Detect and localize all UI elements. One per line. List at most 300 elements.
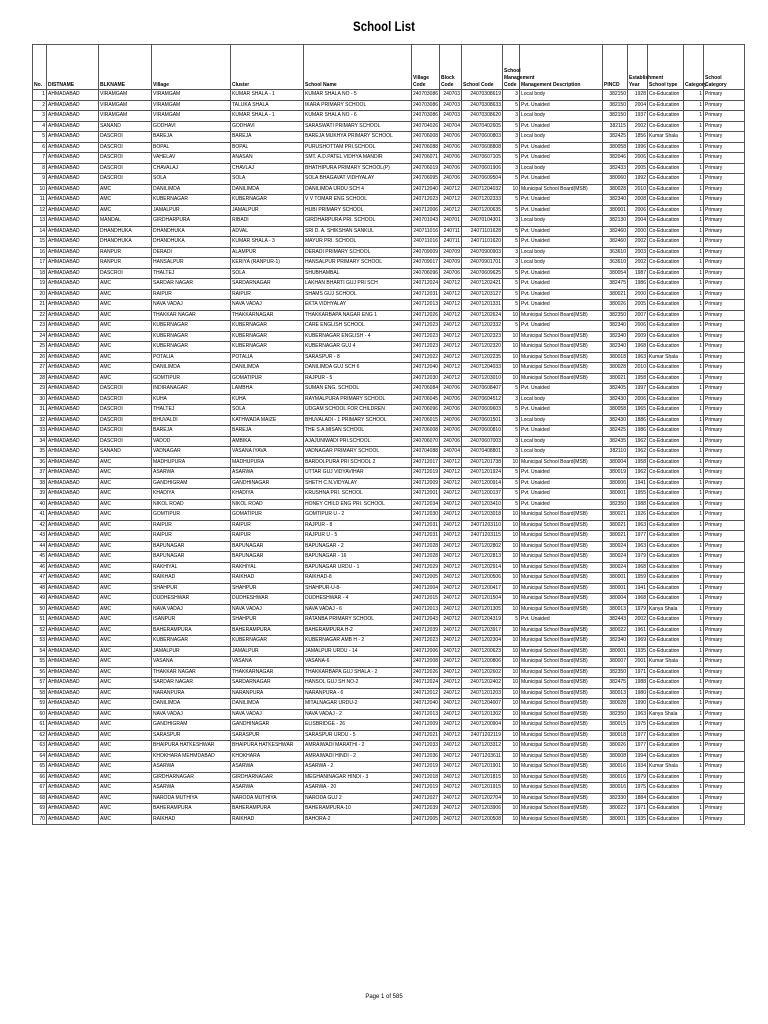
table-cell: 1 — [684, 216, 704, 227]
table-cell: 1886 — [628, 415, 648, 426]
table-cell: RANPUR — [99, 258, 152, 269]
table-cell: 5 — [503, 205, 520, 216]
table-cell: GOMATIPUR — [231, 373, 304, 384]
table-cell: AMC — [99, 699, 152, 710]
table-cell: 382340 — [603, 636, 628, 647]
table-cell: BAPUNAGAR — [231, 552, 304, 563]
table-cell: 380004 — [603, 457, 628, 468]
table-cell: 62 — [33, 730, 47, 741]
table-cell: VIRAMGAM — [152, 100, 231, 111]
table-cell: 240712 — [440, 520, 462, 531]
table-cell: Primary — [704, 258, 745, 269]
table-cell: KUBERNAGAR — [231, 195, 304, 206]
table-cell: Pvt. Unaided — [520, 321, 603, 332]
table-cell: AHMADABAD — [47, 90, 99, 101]
table-cell: 240712 — [440, 531, 462, 542]
table-cell: 1884 — [628, 793, 648, 804]
table-cell: SHAHPUR — [152, 583, 231, 594]
table-cell: AHMADABAD — [47, 342, 99, 353]
table-cell: Primary — [704, 394, 745, 405]
table-cell: KUHA — [152, 394, 231, 405]
table-cell: Municipal School Board(MSB) — [520, 562, 603, 573]
table-cell: 1926 — [628, 510, 648, 521]
table-cell: Co-Education — [648, 436, 684, 447]
table-cell: AMC — [99, 793, 152, 804]
column-header: Village Code — [412, 45, 440, 90]
table-cell: 240712023 — [412, 331, 440, 342]
table-cell: 240712 — [440, 352, 462, 363]
table-cell: 5 — [503, 405, 520, 416]
table-cell: Co-Education — [648, 153, 684, 164]
table-cell: DHANDHUKA — [152, 237, 231, 248]
table-cell: 240712005 — [412, 573, 440, 584]
table-row — [33, 237, 745, 248]
table-cell: Co-Education — [648, 636, 684, 647]
table-cell: Primary — [704, 331, 745, 342]
table-cell: Co-Education — [648, 384, 684, 395]
table-cell: HANSALPUR — [152, 258, 231, 269]
table-cell: VIRAMGAM — [152, 90, 231, 101]
table-cell: 1986 — [628, 426, 648, 437]
table-cell: KHADIYA — [231, 489, 304, 500]
table-row — [33, 174, 745, 185]
table-cell: 240706071 — [412, 153, 440, 164]
table-cell: 10 — [503, 184, 520, 195]
table-cell: 10 — [503, 583, 520, 594]
table-cell: 10 — [503, 667, 520, 678]
table-cell: MANDAL — [99, 216, 152, 227]
table-cell: 1 — [684, 562, 704, 573]
table-cell: 10 — [503, 772, 520, 783]
table-cell: 43 — [33, 531, 47, 542]
table-cell: Primary — [704, 562, 745, 573]
table-cell: 24071200137 — [462, 489, 503, 500]
table-cell: DHANDHUKA — [99, 237, 152, 248]
table-cell: BAPUNAGAR - 2 — [304, 541, 412, 552]
table-cell: 240712019 — [412, 783, 440, 794]
column-header: School Name — [304, 45, 412, 90]
table-cell: 1 — [684, 310, 704, 321]
table-row — [33, 405, 745, 416]
table-cell: AHMADABAD — [47, 247, 99, 258]
table-cell: AHMADABAD — [47, 814, 99, 825]
table-cell: Municipal School Board(MSB) — [520, 730, 603, 741]
table-cell: 1 — [684, 657, 704, 668]
table-cell: 240712028 — [412, 541, 440, 552]
table-cell: Primary — [704, 121, 745, 132]
table-cell: 24071203312 — [462, 741, 503, 752]
table-cell: AHMADABAD — [47, 804, 99, 815]
table-cell: AHMADABAD — [47, 237, 99, 248]
table-cell: 24071201738 — [462, 457, 503, 468]
table-cell: AHMADABAD — [47, 121, 99, 132]
table-cell: 240712 — [440, 457, 462, 468]
table-cell: 1 — [684, 384, 704, 395]
table-cell: DASCROI — [99, 415, 152, 426]
table-row — [33, 604, 745, 615]
table-cell: Primary — [704, 615, 745, 626]
table-cell: Primary — [704, 289, 745, 300]
table-cell: 4 — [33, 121, 47, 132]
table-row — [33, 804, 745, 815]
table-cell: JAMALPUR URDU - 14 — [304, 646, 412, 657]
table-cell: SOLA — [231, 405, 304, 416]
table-cell: MADHUPURA — [231, 457, 304, 468]
column-header: No. — [33, 45, 47, 90]
table-cell: 382435 — [603, 436, 628, 447]
table-cell: 20 — [33, 289, 47, 300]
table-cell: Primary — [704, 478, 745, 489]
table-cell: 382425 — [603, 132, 628, 143]
table-cell: 240712 — [440, 772, 462, 783]
table-cell: AHMADABAD — [47, 331, 99, 342]
table-cell: Primary — [704, 636, 745, 647]
table-cell: SRI D. A. SHIKSHAN SANKUL — [304, 226, 412, 237]
table-cell: 1 — [684, 751, 704, 762]
table-cell: 240712036 — [412, 751, 440, 762]
table-cell: Local body — [520, 394, 603, 405]
table-cell: 5 — [503, 478, 520, 489]
table-cell: AHMADABAD — [47, 268, 99, 279]
table-cell: Local body — [520, 216, 603, 227]
table-cell: 1 — [684, 426, 704, 437]
column-header: BLKNAME — [99, 45, 152, 90]
table-cell: 1856 — [628, 132, 648, 143]
table-cell: 1 — [684, 583, 704, 594]
table-cell: Primary — [704, 793, 745, 804]
table-cell: AHMADABAD — [47, 195, 99, 206]
table-cell: 240712 — [440, 195, 462, 206]
table-cell: 2002 — [628, 258, 648, 269]
table-cell: Municipal School Board(MSB) — [520, 678, 603, 689]
table-cell: 24071202704 — [462, 793, 503, 804]
table-cell: Co-Education — [648, 499, 684, 510]
table-cell: 240712013 — [412, 709, 440, 720]
table-cell: 240712043 — [412, 615, 440, 626]
table-row — [33, 352, 745, 363]
table-cell: 61 — [33, 720, 47, 731]
table-cell: 2003 — [628, 247, 648, 258]
table-cell: 240712023 — [412, 321, 440, 332]
table-cell: KUMAR SHALA - 1 — [231, 90, 304, 101]
table-cell: AHMADABAD — [47, 604, 99, 615]
table-cell: AMC — [99, 720, 152, 731]
table-cell: SANAND — [99, 121, 152, 132]
table-row — [33, 195, 745, 206]
table-cell: Co-Education — [648, 373, 684, 384]
table-cell: 240706088 — [412, 142, 440, 153]
table-cell: AHMADABAD — [47, 583, 99, 594]
table-cell: DASCROI — [99, 405, 152, 416]
table-cell: Primary — [704, 594, 745, 605]
table-cell: Municipal School Board(MSB) — [520, 184, 603, 195]
table-cell: JAMALPUR — [152, 205, 231, 216]
table-cell: 24071203917 — [462, 625, 503, 636]
table-cell: 1 — [684, 636, 704, 647]
table-cell: Pvt. Unaided — [520, 615, 603, 626]
table-cell: 380006 — [603, 478, 628, 489]
table-cell: 380060 — [603, 174, 628, 185]
table-cell: 382425 — [603, 426, 628, 437]
table-cell: 240706 — [440, 174, 462, 185]
table-cell: 240706008 — [412, 426, 440, 437]
table-cell: 240712 — [440, 709, 462, 720]
table-cell: 63 — [33, 741, 47, 752]
table-cell: 1963 — [628, 352, 648, 363]
table-cell: 24071204033 — [462, 363, 503, 374]
table-cell: NAVA VADAJ - 6 — [304, 604, 412, 615]
table-cell: 11 — [33, 195, 47, 206]
table-cell: THALTEJ — [152, 268, 231, 279]
table-cell: DANILIMDA — [231, 699, 304, 710]
table-cell: 1 — [684, 489, 704, 500]
table-cell: GODHAVI — [152, 121, 231, 132]
table-cell: 47 — [33, 573, 47, 584]
table-cell: 1 — [684, 121, 704, 132]
table-cell: AHMADABAD — [47, 405, 99, 416]
table-cell: 380021 — [603, 289, 628, 300]
table-cell: 2002 — [628, 615, 648, 626]
table-cell: Local body — [520, 447, 603, 458]
table-cell: Primary — [704, 426, 745, 437]
table-cell: Kumar Shala — [648, 132, 684, 143]
table-cell: 9 — [33, 174, 47, 185]
table-cell: 382350 — [603, 709, 628, 720]
table-cell: 1975 — [628, 720, 648, 731]
table-cell: 1 — [684, 510, 704, 521]
table-cell: 1 — [684, 678, 704, 689]
table-cell: AHMADABAD — [47, 720, 99, 731]
table-cell: 240704088 — [412, 447, 440, 458]
table-cell: BAHORA-2 — [304, 814, 412, 825]
table-row — [33, 321, 745, 332]
table-cell: 382460 — [603, 237, 628, 248]
table-header-row — [33, 45, 745, 90]
table-cell: HUBI PRIMARY SCHOOL — [304, 205, 412, 216]
table-cell: 5 — [503, 321, 520, 332]
table-cell: 3 — [503, 258, 520, 269]
table-cell: 1 — [684, 205, 704, 216]
table-row — [33, 342, 745, 353]
table-cell: BAREJA — [152, 426, 231, 437]
table-cell: 1980 — [628, 688, 648, 699]
table-cell: AHMADABAD — [47, 688, 99, 699]
table-cell: THAKKAR NAGAR — [152, 667, 231, 678]
table-cell: 240711 — [440, 237, 462, 248]
table-cell: 380007 — [603, 657, 628, 668]
table-cell: Primary — [704, 573, 745, 584]
table-cell: BAHERAMPURA — [152, 625, 231, 636]
table-row — [33, 594, 745, 605]
table-cell: 1971 — [628, 804, 648, 815]
table-cell: 1 — [684, 720, 704, 731]
table-cell: 10 — [503, 657, 520, 668]
table-cell: 2006 — [628, 153, 648, 164]
table-cell: AMC — [99, 489, 152, 500]
table-cell: DANILIMDA — [231, 363, 304, 374]
table-row — [33, 447, 745, 458]
table-row — [33, 289, 745, 300]
table-cell: Co-Education — [648, 594, 684, 605]
table-cell: 10 — [503, 331, 520, 342]
table-cell: 55 — [33, 657, 47, 668]
table-cell: THALTEJ — [152, 405, 231, 416]
table-cell: 24070308619 — [462, 90, 503, 101]
table-cell: Co-Education — [648, 741, 684, 752]
table-cell: 240701 — [440, 216, 462, 227]
table-cell: Pvt. Unaided — [520, 121, 603, 132]
table-cell: 3 — [503, 415, 520, 426]
table-cell: 240712031 — [412, 289, 440, 300]
table-cell: 240704026 — [412, 121, 440, 132]
table-cell: AJAJUNIWADI PRI.SCHOOL — [304, 436, 412, 447]
table-cell: KUBERNAGAR — [231, 321, 304, 332]
table-cell: 382046 — [603, 153, 628, 164]
table-cell: 240712 — [440, 573, 462, 584]
table-cell: 382475 — [603, 279, 628, 290]
table-cell: BAPUNAGAR — [152, 552, 231, 563]
table-cell: 1979 — [628, 552, 648, 563]
table-cell: 5 — [503, 100, 520, 111]
table-cell: 1 — [684, 195, 704, 206]
table-cell: 1963 — [628, 520, 648, 531]
table-cell: 10 — [503, 531, 520, 542]
table-cell: NAVA VADAJ — [231, 300, 304, 311]
table-cell: Pvt. Unaided — [520, 195, 603, 206]
table-cell: Primary — [704, 552, 745, 563]
table-cell: 12 — [33, 205, 47, 216]
table-cell: 45 — [33, 552, 47, 563]
table-row — [33, 373, 745, 384]
table-cell: 38 — [33, 478, 47, 489]
table-cell: NAVA VADAJ — [152, 300, 231, 311]
table-cell: 380001 — [603, 205, 628, 216]
table-cell: 1937 — [628, 111, 648, 122]
table-cell: 42 — [33, 520, 47, 531]
table-cell: 24071202813 — [462, 552, 503, 563]
table-cell: KUBERNAGAR — [231, 342, 304, 353]
table-cell: 24070308620 — [462, 111, 503, 122]
table-cell: 240712024 — [412, 678, 440, 689]
table-cell: AHMADABAD — [47, 573, 99, 584]
table-cell: Co-Education — [648, 90, 684, 101]
table-row — [33, 331, 745, 342]
table-cell: Pvt. Unaided — [520, 289, 603, 300]
table-cell: AHMADABAD — [47, 489, 99, 500]
table-body — [33, 90, 745, 825]
table-cell: Municipal School Board(MSB) — [520, 625, 603, 636]
table-cell: 1 — [684, 174, 704, 185]
table-cell: BHUVALDI — [152, 415, 231, 426]
table-cell: Municipal School Board(MSB) — [520, 793, 603, 804]
table-cell: 380021 — [603, 510, 628, 521]
table-cell: 382350 — [603, 667, 628, 678]
table-cell: 3 — [503, 163, 520, 174]
table-cell: Primary — [704, 268, 745, 279]
table-cell: 380058 — [603, 142, 628, 153]
table-cell: 240712 — [440, 468, 462, 479]
table-cell: DANILIMDA GUJ SCH 6 — [304, 363, 412, 374]
table-cell: AHMADABAD — [47, 142, 99, 153]
table-row — [33, 783, 745, 794]
table-cell: 5 — [503, 300, 520, 311]
table-row — [33, 363, 745, 374]
table-cell: 6 — [33, 142, 47, 153]
column-header: Village — [152, 45, 231, 90]
table-cell: 5 — [503, 195, 520, 206]
table-cell: 1 — [684, 363, 704, 374]
table-cell: Primary — [704, 279, 745, 290]
table-cell: 24071203110 — [462, 520, 503, 531]
table-cell: AHMADABAD — [47, 300, 99, 311]
table-cell: AMC — [99, 531, 152, 542]
table-cell: Municipal School Board(MSB) — [520, 720, 603, 731]
table-row — [33, 132, 745, 143]
table-cell: AHMADABAD — [47, 100, 99, 111]
table-cell: Co-Education — [648, 342, 684, 353]
table-cell: Municipal School Board(MSB) — [520, 373, 603, 384]
table-cell: AMC — [99, 615, 152, 626]
table-cell: 24071201915 — [462, 783, 503, 794]
table-cell: 1 — [684, 342, 704, 353]
table-cell: 24070308633 — [462, 100, 503, 111]
table-cell: Municipal School Board(MSB) — [520, 541, 603, 552]
table-cell: SHAMS GUJ SCHOOL — [304, 289, 412, 300]
table-cell: BAREJA MUKHYA PRIMARY SCHOOL — [304, 132, 412, 143]
table-cell: Municipal School Board(MSB) — [520, 762, 603, 773]
table-cell: AHMADABAD — [47, 741, 99, 752]
table-cell: RAJPUR - 8 — [304, 520, 412, 531]
table-cell: KATHWADA MAIZE — [231, 415, 304, 426]
table-cell: 24071201924 — [462, 468, 503, 479]
table-cell: SARASPUR — [231, 730, 304, 741]
table-cell: AHMADABAD — [47, 709, 99, 720]
table-cell: 1 — [684, 436, 704, 447]
table-cell: AMC — [99, 541, 152, 552]
table-cell: Municipal School Board(MSB) — [520, 688, 603, 699]
table-cell: 1 — [684, 741, 704, 752]
table-cell: Primary — [704, 730, 745, 741]
table-cell: Co-Education — [648, 184, 684, 195]
table-cell: GOMTIPUR — [152, 510, 231, 521]
table-cell: 27 — [33, 363, 47, 374]
table-cell: 1935 — [628, 814, 648, 825]
table-cell: 46 — [33, 562, 47, 573]
table-cell: 1994 — [628, 751, 648, 762]
table-cell: RAIKHAD — [231, 814, 304, 825]
table-cell: 14 — [33, 226, 47, 237]
table-cell: AHMADABAD — [47, 510, 99, 521]
table-cell: Municipal School Board(MSB) — [520, 657, 603, 668]
table-cell: Primary — [704, 405, 745, 416]
table-cell: 10 — [503, 510, 520, 521]
table-cell: 10 — [503, 646, 520, 657]
table-cell: DASCROI — [99, 268, 152, 279]
table-cell: 240712 — [440, 636, 462, 647]
table-cell: 29 — [33, 384, 47, 395]
table-cell: Co-Education — [648, 541, 684, 552]
table-cell: BAHERAMPURA-10 — [304, 804, 412, 815]
table-cell: 1 — [684, 415, 704, 426]
table-cell: GIRDHARPURA PRI. SCHOOL — [304, 216, 412, 227]
table-cell: 240712023 — [412, 195, 440, 206]
table-cell: 380018 — [603, 352, 628, 363]
table-cell: Primary — [704, 132, 745, 143]
table-cell: DUDHESHWAR — [231, 594, 304, 605]
table-cell: KUBERNAGAR ENGLISH - 4 — [304, 331, 412, 342]
table-cell: 22 — [33, 310, 47, 321]
table-cell: Co-Education — [648, 415, 684, 426]
